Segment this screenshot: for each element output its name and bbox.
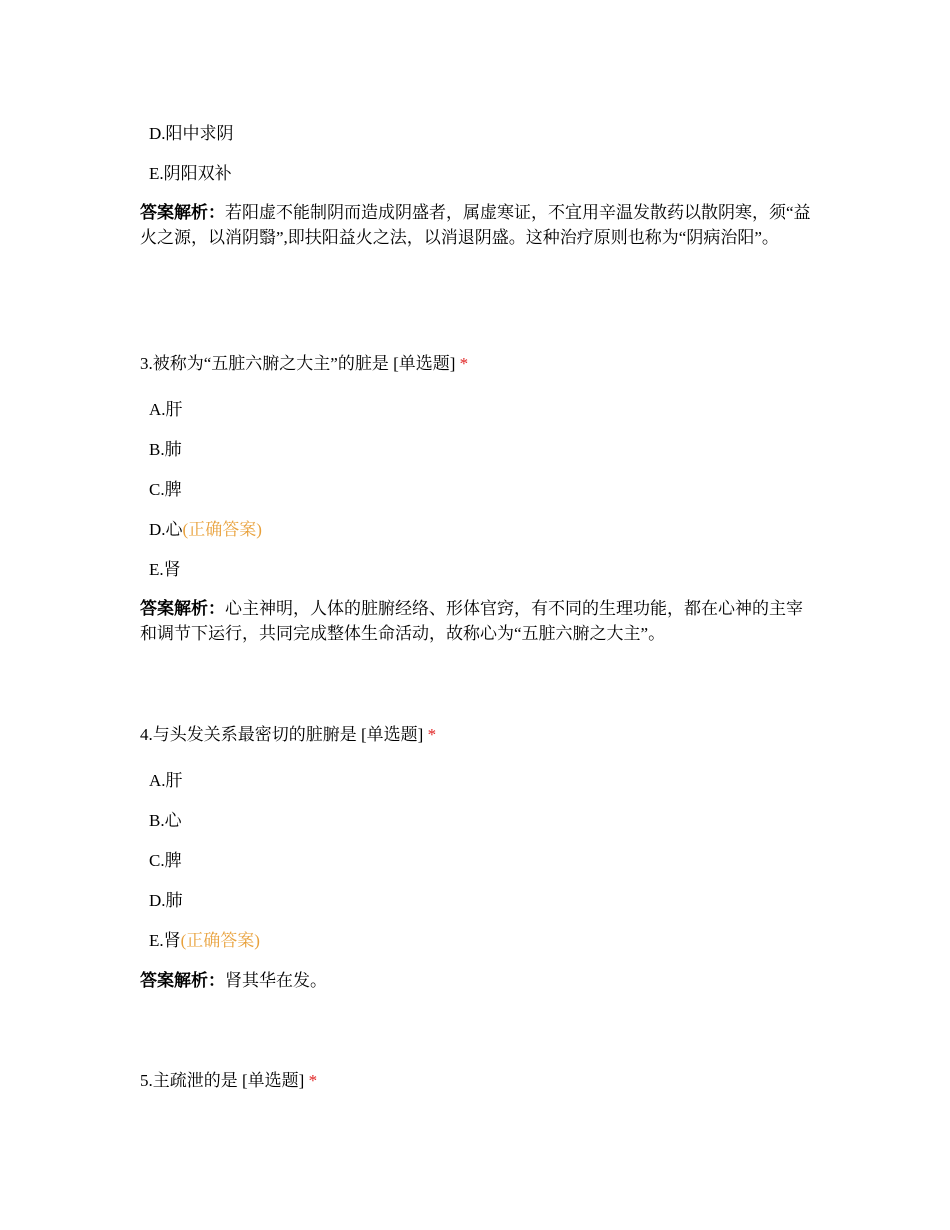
option-letter: E. <box>149 164 164 183</box>
q4-option-c[interactable] <box>149 851 182 871</box>
option-text: 肺 <box>165 891 183 910</box>
q4-answer-explanation <box>140 968 815 993</box>
option-letter: B. <box>149 440 165 459</box>
option-text: 肝 <box>165 400 183 419</box>
q3-title <box>140 354 468 374</box>
required-mark: * <box>308 1071 318 1090</box>
required-mark: * <box>459 354 469 373</box>
option-text: 心 <box>164 811 182 830</box>
option-letter: E. <box>149 560 164 579</box>
q5-title <box>140 1071 317 1091</box>
option-letter: C. <box>149 851 165 870</box>
q4-option-b[interactable] <box>149 811 182 831</box>
explanation-label: 答案解析： <box>140 971 225 990</box>
q2-option-d[interactable] <box>149 124 234 144</box>
option-letter: C. <box>149 480 165 499</box>
q3-answer-explanation <box>140 596 815 646</box>
explanation-text: 若阳虚不能制阴而造成阴盛者，属虚寒证，不宜用辛温发散药以散阴寒，须“益火之源，以消阴翳”,即扶阳益火之法，以消退阴盛。这种治疗原则也称为“阴病治阳”。 <box>140 203 811 247</box>
explanation-text: 心主神明，人体的脏腑经络、形体官窍，有不同的生理功能，都在心神的主宰和调节下运行，共同完成整体生命活动，故称心为“五脏六腑之大主”。 <box>140 599 803 643</box>
explanation-label: 答案解析： <box>140 203 225 222</box>
q4-option-d[interactable] <box>149 891 183 911</box>
q3-option-c[interactable] <box>149 480 182 500</box>
option-text: 心 <box>165 520 183 539</box>
q4-option-e[interactable] <box>149 931 260 951</box>
option-text: 阴阳双补 <box>163 164 232 183</box>
option-text: 肺 <box>164 440 182 459</box>
option-letter: A. <box>149 771 166 790</box>
option-letter: A. <box>149 400 166 419</box>
question-title: 4.与头发关系最密切的脏腑是 [单选题] <box>140 725 424 744</box>
q3-option-b[interactable] <box>149 440 182 460</box>
option-text: 肝 <box>165 771 183 790</box>
explanation-label: 答案解析： <box>140 599 225 618</box>
question-title: 5.主疏泄的是 [单选题] <box>140 1071 305 1090</box>
q2-answer-explanation <box>140 200 815 250</box>
q4-title <box>140 725 436 745</box>
option-text: 肾 <box>163 560 181 579</box>
option-letter: D. <box>149 891 166 910</box>
correct-answer-mark: (正确答案) <box>180 931 260 950</box>
question-title: 3.被称为“五脏六腑之大主”的脏是 [单选题] <box>140 354 456 373</box>
q3-option-e[interactable] <box>149 560 181 580</box>
q4-option-a[interactable] <box>149 771 183 791</box>
q3-option-d[interactable] <box>149 520 262 540</box>
required-mark: * <box>427 725 437 744</box>
q3-option-a[interactable] <box>149 400 183 420</box>
correct-answer-mark: (正确答案) <box>182 520 262 539</box>
option-letter: D. <box>149 124 166 143</box>
option-text: 脾 <box>164 480 182 499</box>
option-text: 肾 <box>163 931 181 950</box>
option-text: 脾 <box>164 851 182 870</box>
option-letter: D. <box>149 520 166 539</box>
option-text: 阳中求阴 <box>165 124 234 143</box>
option-letter: B. <box>149 811 165 830</box>
q2-option-e[interactable] <box>149 164 232 184</box>
explanation-text: 肾其华在发。 <box>225 971 327 990</box>
option-letter: E. <box>149 931 164 950</box>
